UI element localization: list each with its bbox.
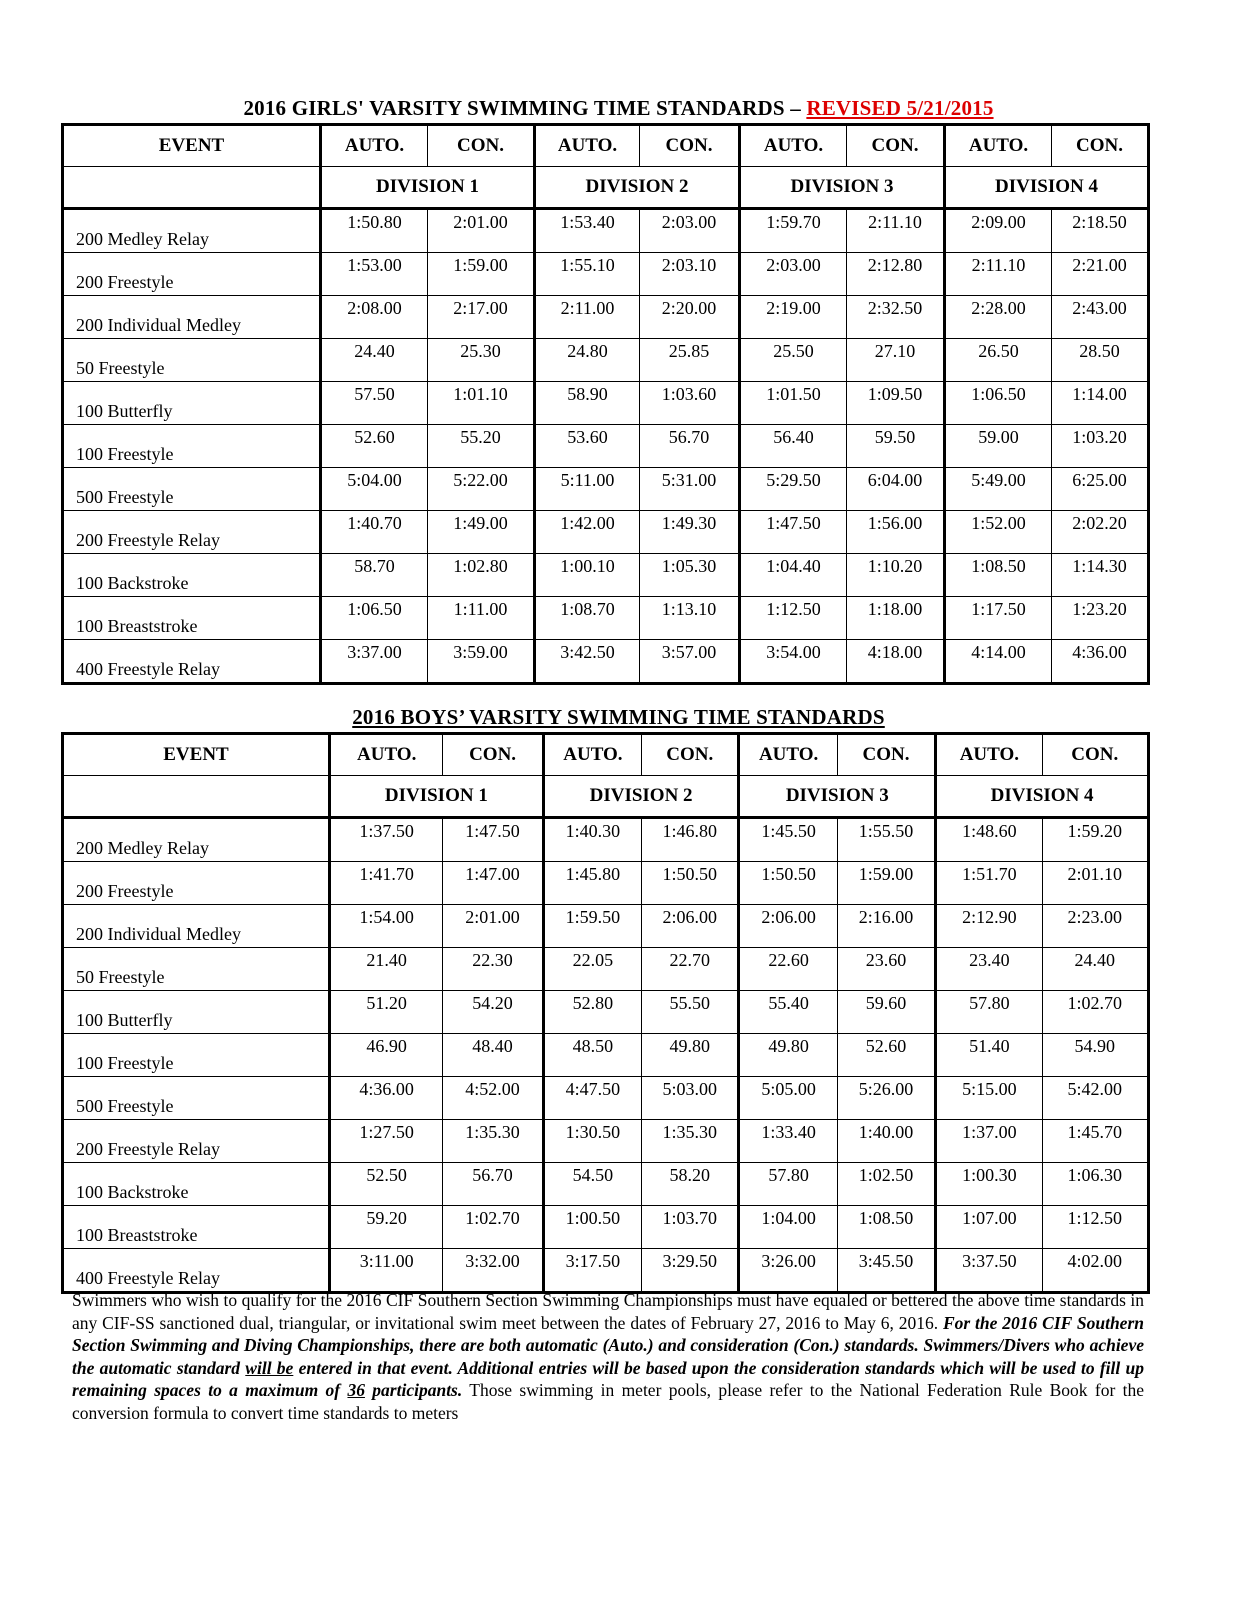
- auto-time: 1:50.80: [321, 209, 428, 253]
- division-label: DIVISION 4: [945, 167, 1149, 209]
- auto-time: 52.60: [321, 425, 428, 468]
- event-name: 500 Freestyle: [63, 468, 321, 511]
- auto-time: 4:14.00: [945, 640, 1052, 684]
- col-header: CON.: [642, 734, 739, 776]
- girls-division-row: [63, 167, 1149, 209]
- con-time: 1:11.00: [428, 597, 535, 640]
- con-time: 1:59.20: [1042, 818, 1148, 862]
- con-time: 2:23.00: [1042, 905, 1148, 948]
- auto-time: 3:42.50: [535, 640, 640, 684]
- auto-time: 1:33.40: [739, 1120, 837, 1163]
- auto-time: 1:45.50: [739, 818, 837, 862]
- con-time: 2:03.10: [640, 253, 740, 296]
- auto-time: 1:17.50: [945, 597, 1052, 640]
- con-time: 1:55.50: [837, 818, 935, 862]
- event-name: 200 Individual Medley: [63, 905, 330, 948]
- auto-time: 2:09.00: [945, 209, 1052, 253]
- con-time: 2:21.00: [1052, 253, 1149, 296]
- con-time: 56.70: [640, 425, 740, 468]
- con-time: 1:45.70: [1042, 1120, 1148, 1163]
- event-name: 100 Freestyle: [63, 1034, 330, 1077]
- auto-time: 1:40.70: [321, 511, 428, 554]
- event-name: 200 Freestyle: [63, 862, 330, 905]
- table-row: [63, 1163, 1149, 1206]
- auto-time: 1:40.30: [543, 818, 641, 862]
- table-row: [63, 905, 1149, 948]
- auto-time: 1:30.50: [543, 1120, 641, 1163]
- con-time: 56.70: [443, 1163, 543, 1206]
- auto-time: 55.40: [739, 991, 837, 1034]
- table-row: [63, 425, 1149, 468]
- con-time: 5:42.00: [1042, 1077, 1148, 1120]
- girls-standards-table: [61, 123, 1150, 685]
- auto-time: 51.20: [329, 991, 442, 1034]
- auto-time: 24.40: [321, 339, 428, 382]
- note-text: Those swimming in meter pools, please refer to the National Federation Rule Book for the conversion formula to convert time standards to meters: [72, 1380, 1145, 1423]
- event-name: 200 Freestyle Relay: [63, 511, 321, 554]
- division-label: DIVISION 4: [936, 776, 1149, 818]
- col-header: AUTO.: [321, 125, 428, 167]
- table-row: [63, 1206, 1149, 1249]
- con-time: 1:02.80: [428, 554, 535, 597]
- auto-time: 21.40: [329, 948, 442, 991]
- auto-time: 25.50: [740, 339, 847, 382]
- event-name: 500 Freestyle: [63, 1077, 330, 1120]
- table-row: [63, 640, 1149, 684]
- auto-time: 1:51.70: [936, 862, 1042, 905]
- con-time: 2:16.00: [837, 905, 935, 948]
- auto-time: 3:26.00: [739, 1249, 837, 1293]
- col-header: AUTO.: [329, 734, 442, 776]
- auto-time: 5:11.00: [535, 468, 640, 511]
- con-time: 1:03.70: [642, 1206, 739, 1249]
- auto-time: 46.90: [329, 1034, 442, 1077]
- con-time: 1:09.50: [847, 382, 945, 425]
- auto-time: 56.40: [740, 425, 847, 468]
- auto-time: 3:54.00: [740, 640, 847, 684]
- con-time: 2:32.50: [847, 296, 945, 339]
- auto-time: 26.50: [945, 339, 1052, 382]
- auto-time: 57.80: [739, 1163, 837, 1206]
- auto-time: 22.05: [543, 948, 641, 991]
- con-time: 1:56.00: [847, 511, 945, 554]
- col-header: CON.: [1042, 734, 1148, 776]
- col-header: AUTO.: [739, 734, 837, 776]
- con-time: 1:47.00: [443, 862, 543, 905]
- note-bold-underlined: 36: [347, 1380, 365, 1401]
- auto-time: 2:11.10: [945, 253, 1052, 296]
- girls-header-row: [63, 125, 1149, 167]
- event-name: 50 Freestyle: [63, 339, 321, 382]
- auto-time: 51.40: [936, 1034, 1042, 1077]
- col-header: CON.: [428, 125, 535, 167]
- con-time: 1:13.10: [640, 597, 740, 640]
- con-time: 2:43.00: [1052, 296, 1149, 339]
- auto-time: 1:53.00: [321, 253, 428, 296]
- col-header: CON.: [1052, 125, 1149, 167]
- blank-cell: [63, 776, 330, 818]
- col-header: CON.: [640, 125, 740, 167]
- con-time: 1:14.00: [1052, 382, 1149, 425]
- event-name: 100 Butterfly: [63, 382, 321, 425]
- con-time: 48.40: [443, 1034, 543, 1077]
- con-time: 25.85: [640, 339, 740, 382]
- division-label: DIVISION 1: [321, 167, 535, 209]
- con-time: 54.20: [443, 991, 543, 1034]
- event-name: 50 Freestyle: [63, 948, 330, 991]
- con-time: 28.50: [1052, 339, 1149, 382]
- auto-time: 4:36.00: [329, 1077, 442, 1120]
- con-time: 3:29.50: [642, 1249, 739, 1293]
- auto-time: 59.20: [329, 1206, 442, 1249]
- event-name: 100 Breaststroke: [63, 597, 321, 640]
- con-time: 1:35.30: [642, 1120, 739, 1163]
- table-row: [63, 382, 1149, 425]
- con-time: 1:59.00: [428, 253, 535, 296]
- table-row: [63, 948, 1149, 991]
- event-header: EVENT: [63, 734, 330, 776]
- con-time: 59.50: [847, 425, 945, 468]
- con-time: 5:03.00: [642, 1077, 739, 1120]
- con-time: 4:02.00: [1042, 1249, 1148, 1293]
- col-header: CON.: [847, 125, 945, 167]
- girls-title: [0, 96, 1237, 121]
- division-label: DIVISION 3: [740, 167, 945, 209]
- auto-time: 52.50: [329, 1163, 442, 1206]
- event-name: 100 Freestyle: [63, 425, 321, 468]
- qualification-note: [72, 1289, 1144, 1425]
- auto-time: 2:11.00: [535, 296, 640, 339]
- table-row: [63, 511, 1149, 554]
- con-time: 1:06.30: [1042, 1163, 1148, 1206]
- con-time: 55.50: [642, 991, 739, 1034]
- con-time: 2:02.20: [1052, 511, 1149, 554]
- con-time: 24.40: [1042, 948, 1148, 991]
- auto-time: 57.50: [321, 382, 428, 425]
- auto-time: 1:06.50: [945, 382, 1052, 425]
- auto-time: 5:05.00: [739, 1077, 837, 1120]
- auto-time: 1:01.50: [740, 382, 847, 425]
- auto-time: 5:04.00: [321, 468, 428, 511]
- con-time: 3:32.00: [443, 1249, 543, 1293]
- col-header: AUTO.: [543, 734, 641, 776]
- con-time: 1:01.10: [428, 382, 535, 425]
- auto-time: 1:47.50: [740, 511, 847, 554]
- auto-time: 1:37.00: [936, 1120, 1042, 1163]
- auto-time: 57.80: [936, 991, 1042, 1034]
- con-time: 5:31.00: [640, 468, 740, 511]
- auto-time: 54.50: [543, 1163, 641, 1206]
- auto-time: 1:50.50: [739, 862, 837, 905]
- table-row: [63, 554, 1149, 597]
- auto-time: 2:08.00: [321, 296, 428, 339]
- con-time: 59.60: [837, 991, 935, 1034]
- con-time: 6:25.00: [1052, 468, 1149, 511]
- con-time: 4:52.00: [443, 1077, 543, 1120]
- con-time: 1:50.50: [642, 862, 739, 905]
- con-time: 27.10: [847, 339, 945, 382]
- con-time: 1:46.80: [642, 818, 739, 862]
- con-time: 1:10.20: [847, 554, 945, 597]
- con-time: 1:03.20: [1052, 425, 1149, 468]
- auto-time: 1:52.00: [945, 511, 1052, 554]
- auto-time: 1:42.00: [535, 511, 640, 554]
- table-row: [63, 468, 1149, 511]
- auto-time: 23.40: [936, 948, 1042, 991]
- division-label: DIVISION 2: [535, 167, 740, 209]
- auto-time: 1:00.10: [535, 554, 640, 597]
- table-row: [63, 991, 1149, 1034]
- col-header: CON.: [443, 734, 543, 776]
- auto-time: 53.60: [535, 425, 640, 468]
- auto-time: 1:06.50: [321, 597, 428, 640]
- blank-cell: [63, 167, 321, 209]
- table-row: [63, 597, 1149, 640]
- auto-time: 1:53.40: [535, 209, 640, 253]
- auto-time: 1:55.10: [535, 253, 640, 296]
- table-row: [63, 253, 1149, 296]
- con-time: 2:11.10: [847, 209, 945, 253]
- event-name: 200 Medley Relay: [63, 818, 330, 862]
- con-time: 4:18.00: [847, 640, 945, 684]
- table-row: [63, 862, 1149, 905]
- auto-time: 22.60: [739, 948, 837, 991]
- con-time: 1:49.30: [640, 511, 740, 554]
- con-time: 49.80: [642, 1034, 739, 1077]
- event-name: 100 Backstroke: [63, 554, 321, 597]
- con-time: 2:18.50: [1052, 209, 1149, 253]
- table-row: [63, 818, 1149, 862]
- col-header: AUTO.: [535, 125, 640, 167]
- con-time: 22.70: [642, 948, 739, 991]
- auto-time: 1:48.60: [936, 818, 1042, 862]
- con-time: 2:01.00: [443, 905, 543, 948]
- table-row: [63, 1077, 1149, 1120]
- auto-time: 1:00.50: [543, 1206, 641, 1249]
- auto-time: 5:15.00: [936, 1077, 1042, 1120]
- con-time: 1:49.00: [428, 511, 535, 554]
- con-time: 1:47.50: [443, 818, 543, 862]
- auto-time: 1:59.50: [543, 905, 641, 948]
- auto-time: 2:19.00: [740, 296, 847, 339]
- auto-time: 3:17.50: [543, 1249, 641, 1293]
- division-label: DIVISION 3: [739, 776, 936, 818]
- con-time: 1:03.60: [640, 382, 740, 425]
- table-row: [63, 339, 1149, 382]
- event-name: 100 Breaststroke: [63, 1206, 330, 1249]
- note-text: Swimmers who wish to qualify for the 2016 CIF Southern Section Swimming Championships must have equaled or bettered the above time standards in any CIF-SS sanctioned dual, triangular, or invitational swim meet between the dates of February 27, 2016 to May 6, 2016.: [72, 1290, 1144, 1333]
- note-bold-text: entered in that event. Additional entries will be based upon the consideration standards which will be used to fill up remaining spaces to a maximum of: [72, 1357, 1145, 1401]
- auto-time: 48.50: [543, 1034, 641, 1077]
- con-time: 5:26.00: [837, 1077, 935, 1120]
- auto-time: 1:12.50: [740, 597, 847, 640]
- con-time: 3:59.00: [428, 640, 535, 684]
- con-time: 2:12.80: [847, 253, 945, 296]
- auto-time: 1:59.70: [740, 209, 847, 253]
- auto-time: 59.00: [945, 425, 1052, 468]
- auto-time: 3:37.00: [321, 640, 428, 684]
- con-time: 1:02.70: [1042, 991, 1148, 1034]
- con-time: 52.60: [837, 1034, 935, 1077]
- division-label: DIVISION 1: [329, 776, 543, 818]
- note-bold-underlined: will be: [245, 1357, 294, 1378]
- auto-time: 5:49.00: [945, 468, 1052, 511]
- con-time: 1:05.30: [640, 554, 740, 597]
- auto-time: 58.70: [321, 554, 428, 597]
- event-name: 400 Freestyle Relay: [63, 640, 321, 684]
- auto-time: 1:41.70: [329, 862, 442, 905]
- boys-standards-table: [61, 732, 1150, 1294]
- auto-time: 1:07.00: [936, 1206, 1042, 1249]
- division-label: DIVISION 2: [543, 776, 739, 818]
- boys-title: [0, 705, 1237, 730]
- auto-time: 4:47.50: [543, 1077, 641, 1120]
- con-time: 1:02.70: [443, 1206, 543, 1249]
- boys-title-text: 2016 BOYS’ VARSITY SWIMMING TIME STANDARDS: [352, 705, 885, 729]
- auto-time: 49.80: [739, 1034, 837, 1077]
- con-time: 1:14.30: [1052, 554, 1149, 597]
- girls-title-text: 2016 GIRLS' VARSITY SWIMMING TIME STANDARDS –: [243, 96, 801, 120]
- table-row: [63, 1249, 1149, 1293]
- col-header: CON.: [837, 734, 935, 776]
- auto-time: 2:28.00: [945, 296, 1052, 339]
- con-time: 55.20: [428, 425, 535, 468]
- event-name: 200 Freestyle: [63, 253, 321, 296]
- con-time: 1:02.50: [837, 1163, 935, 1206]
- con-time: 1:35.30: [443, 1120, 543, 1163]
- auto-time: 3:37.50: [936, 1249, 1042, 1293]
- auto-time: 1:00.30: [936, 1163, 1042, 1206]
- auto-time: 1:04.00: [739, 1206, 837, 1249]
- auto-time: 1:54.00: [329, 905, 442, 948]
- table-row: [63, 1034, 1149, 1077]
- con-time: 2:01.10: [1042, 862, 1148, 905]
- con-time: 2:20.00: [640, 296, 740, 339]
- note-bold-text: For the 2016 CIF Southern Section Swimming and Diving Championships, there are both automatic (Auto.) and consideration (Con.) standards. Swimmers/Divers who achieve the automatic standard: [72, 1312, 1144, 1378]
- con-time: 58.20: [642, 1163, 739, 1206]
- con-time: 1:23.20: [1052, 597, 1149, 640]
- auto-time: 1:08.50: [945, 554, 1052, 597]
- col-header: AUTO.: [945, 125, 1052, 167]
- con-time: 4:36.00: [1052, 640, 1149, 684]
- auto-time: 1:27.50: [329, 1120, 442, 1163]
- note-bold-text: participants.: [364, 1380, 463, 1401]
- event-name: 400 Freestyle Relay: [63, 1249, 330, 1293]
- col-header: AUTO.: [740, 125, 847, 167]
- con-time: 3:57.00: [640, 640, 740, 684]
- revised-date: REVISED 5/21/2015: [806, 96, 994, 120]
- table-row: [63, 209, 1149, 253]
- con-time: 23.60: [837, 948, 935, 991]
- event-name: 200 Individual Medley: [63, 296, 321, 339]
- col-header: AUTO.: [936, 734, 1042, 776]
- event-header: EVENT: [63, 125, 321, 167]
- auto-time: 3:11.00: [329, 1249, 442, 1293]
- con-time: 5:22.00: [428, 468, 535, 511]
- con-time: 1:18.00: [847, 597, 945, 640]
- event-name: 100 Butterfly: [63, 991, 330, 1034]
- con-time: 2:06.00: [642, 905, 739, 948]
- con-time: 22.30: [443, 948, 543, 991]
- auto-time: 5:29.50: [740, 468, 847, 511]
- auto-time: 58.90: [535, 382, 640, 425]
- con-time: 2:01.00: [428, 209, 535, 253]
- con-time: 25.30: [428, 339, 535, 382]
- auto-time: 2:12.90: [936, 905, 1042, 948]
- con-time: 3:45.50: [837, 1249, 935, 1293]
- con-time: 6:04.00: [847, 468, 945, 511]
- con-time: 2:17.00: [428, 296, 535, 339]
- auto-time: 52.80: [543, 991, 641, 1034]
- boys-header-row: [63, 734, 1149, 776]
- con-time: 1:08.50: [837, 1206, 935, 1249]
- auto-time: 2:03.00: [740, 253, 847, 296]
- auto-time: 1:08.70: [535, 597, 640, 640]
- event-name: 200 Freestyle Relay: [63, 1120, 330, 1163]
- table-row: [63, 1120, 1149, 1163]
- event-name: 200 Medley Relay: [63, 209, 321, 253]
- auto-time: 1:45.80: [543, 862, 641, 905]
- con-time: 1:12.50: [1042, 1206, 1148, 1249]
- con-time: 54.90: [1042, 1034, 1148, 1077]
- table-row: [63, 296, 1149, 339]
- auto-time: 1:04.40: [740, 554, 847, 597]
- event-name: 100 Backstroke: [63, 1163, 330, 1206]
- con-time: 1:40.00: [837, 1120, 935, 1163]
- auto-time: 1:37.50: [329, 818, 442, 862]
- boys-division-row: [63, 776, 1149, 818]
- con-time: 1:59.00: [837, 862, 935, 905]
- auto-time: 2:06.00: [739, 905, 837, 948]
- auto-time: 24.80: [535, 339, 640, 382]
- con-time: 2:03.00: [640, 209, 740, 253]
